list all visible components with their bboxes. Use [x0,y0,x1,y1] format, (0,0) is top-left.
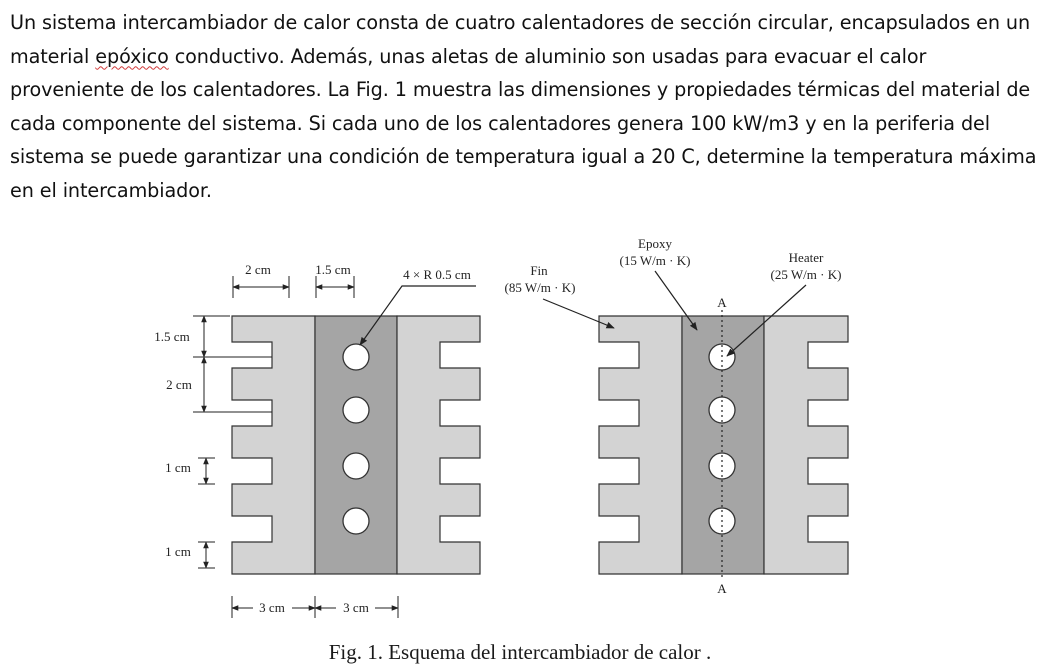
problem-text-end: conductivo. Además, unas aletas de aluminio son usadas para evacuar el calor proveniente de los calentadores. La Fig. 1 muestra las dimensiones y propiedades térmicas del material de cada componente del sistema. Si cada uno de los calentadores genera 100 kW/m3 y en la periferia del sistema se puede garantizar una condición de temperatura igual a 20 C, determine la temperatura máxima en el intercambiador. [10,44,1037,202]
dimension-fin-thickness-2 [198,542,215,568]
label-fin-conductivity: (85 W/m · K) [504,280,576,295]
left-heater-4 [343,508,369,534]
dimension-fin-length [233,276,289,298]
label-epoxy-conductivity: (15 W/m · K) [619,253,691,268]
left-heater-2 [343,397,369,423]
left-fin-block-right [397,316,480,574]
label-epoxy: Epoxy [638,236,672,251]
dimension-fin-thickness-1 [198,458,215,484]
label-heater-pitch: 2 cm [166,377,192,392]
right-fin-block-right [764,316,848,574]
label-heater-conductivity: (25 W/m · K) [770,267,842,282]
problem-text-start: Un sistema intercambiador de calor consta de cuatro calentadores de sección circular, encapsulados en un material [10,11,1031,68]
label-heater: Heater [788,250,824,265]
left-exchanger [232,316,480,574]
label-top-offset: 1.5 cm [154,329,190,344]
label-fin-gap: 1.5 cm [315,262,351,277]
left-heater-1 [343,344,369,370]
label-fin-thickness-2: 1 cm [165,544,191,559]
spellcheck-word: epóxico [95,44,169,68]
right-exchanger [599,310,848,580]
label-fin: Fin [530,263,548,278]
label-width-1: 3 cm [259,600,285,615]
label-width-2: 3 cm [343,600,369,615]
dimension-fin-gap [316,276,354,298]
section-label-top: A [717,295,727,310]
right-fin-block-left [599,316,682,574]
label-fin-thickness-1: 1 cm [165,460,191,475]
label-fin-length: 2 cm [245,262,271,277]
figure-caption: Fig. 1. Esquema del intercambiador de calor . [328,640,712,664]
left-heater-3 [343,453,369,479]
leader-fin [543,299,614,328]
label-heater-radius: 4 × R 0.5 cm [403,267,471,282]
left-fin-block-left [232,316,315,574]
section-label-bottom: A [717,581,727,596]
dimension-width [232,596,398,618]
